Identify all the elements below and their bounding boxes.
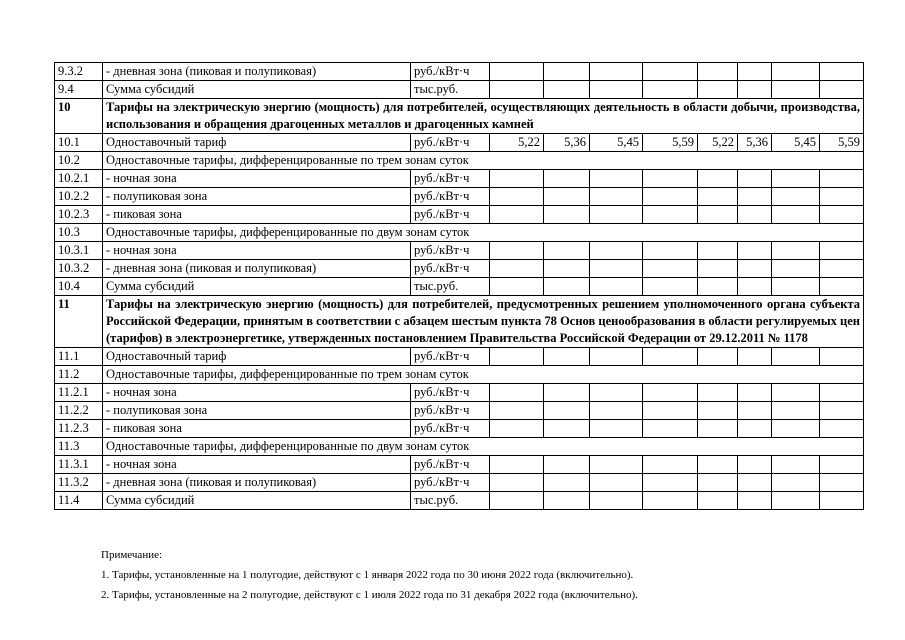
row-code: 10 <box>55 99 103 134</box>
row-unit: руб./кВт·ч <box>411 474 490 492</box>
value-cell <box>820 456 864 474</box>
value-cell <box>590 170 643 188</box>
value-cell <box>544 384 590 402</box>
value-cell <box>590 348 643 366</box>
row-code: 9.4 <box>55 81 103 99</box>
value-cell <box>820 206 864 224</box>
value-cell <box>738 278 772 296</box>
table-row <box>55 366 864 384</box>
value-cell <box>772 260 820 278</box>
table-row <box>55 242 864 260</box>
value-cell <box>738 242 772 260</box>
row-code: 11.3 <box>55 438 103 456</box>
value-cell <box>772 402 820 420</box>
row-name: Одноставочный тариф <box>103 134 411 152</box>
row-unit: тыс.руб. <box>411 81 490 99</box>
value-cell <box>643 384 698 402</box>
table-row <box>55 420 864 438</box>
value-cell <box>590 260 643 278</box>
row-unit: руб./кВт·ч <box>411 188 490 206</box>
value-cell <box>772 384 820 402</box>
tariff-table-body <box>55 63 864 510</box>
value-cell <box>643 206 698 224</box>
section-row <box>55 99 864 134</box>
value-cell <box>590 492 643 510</box>
row-unit: руб./кВт·ч <box>411 170 490 188</box>
table-row <box>55 134 864 152</box>
value-cell <box>698 384 738 402</box>
value-cell <box>490 206 544 224</box>
value-cell <box>590 188 643 206</box>
value-cell <box>490 456 544 474</box>
value-cell <box>820 170 864 188</box>
row-unit: тыс.руб. <box>411 492 490 510</box>
row-unit: руб./кВт·ч <box>411 456 490 474</box>
value-cell <box>544 492 590 510</box>
row-code: 10.3 <box>55 224 103 242</box>
notes-heading: Примечание: <box>101 549 163 561</box>
value-cell <box>590 278 643 296</box>
value-cell <box>738 170 772 188</box>
row-name: Одноставочный тариф <box>103 348 411 366</box>
notes-block <box>101 545 638 605</box>
table-row <box>55 492 864 510</box>
row-code: 10.2 <box>55 152 103 170</box>
note-item-2: 2. Тарифы, установленные на 2 полугодие, действуют с 1 июля 2022 года по 31 декабря 2022 года (включительно). <box>101 589 638 601</box>
value-cell <box>772 474 820 492</box>
row-code: 11.3.1 <box>55 456 103 474</box>
value-cell <box>698 63 738 81</box>
value-cell <box>643 402 698 420</box>
value-cell <box>590 456 643 474</box>
value-cell <box>590 420 643 438</box>
value-cell <box>643 492 698 510</box>
value-cell <box>544 348 590 366</box>
value-cell <box>698 420 738 438</box>
row-code: 11.4 <box>55 492 103 510</box>
value-cell <box>738 456 772 474</box>
row-unit: руб./кВт·ч <box>411 348 490 366</box>
value-cell <box>738 63 772 81</box>
value-cell <box>698 474 738 492</box>
table-row <box>55 438 864 456</box>
value-cell <box>643 81 698 99</box>
row-name: - ночная зона <box>103 456 411 474</box>
group-title: Одноставочные тарифы, дифференцированные по трем зонам суток <box>103 152 864 170</box>
value-cell <box>738 420 772 438</box>
row-code: 10.4 <box>55 278 103 296</box>
value-cell <box>643 278 698 296</box>
value-cell <box>643 420 698 438</box>
value-cell <box>772 242 820 260</box>
row-name: - ночная зона <box>103 170 411 188</box>
value-cell <box>738 384 772 402</box>
table-row <box>55 188 864 206</box>
value-cell <box>772 348 820 366</box>
value-cell <box>643 348 698 366</box>
value-cell <box>544 206 590 224</box>
value-cell: 5,45 <box>772 134 820 152</box>
value-cell <box>772 420 820 438</box>
group-title: Одноставочные тарифы, дифференцированные по двум зонам суток <box>103 438 864 456</box>
row-unit: тыс.руб. <box>411 278 490 296</box>
note-item-1: 1. Тарифы, установленные на 1 полугодие, действуют с 1 января 2022 года по 30 июня 2022 года (включительно). <box>101 569 634 581</box>
table-row <box>55 260 864 278</box>
row-code: 11.2.2 <box>55 402 103 420</box>
value-cell <box>820 260 864 278</box>
value-cell <box>698 348 738 366</box>
value-cell <box>772 170 820 188</box>
section-row <box>55 296 864 348</box>
value-cell <box>698 260 738 278</box>
value-cell: 5,59 <box>820 134 864 152</box>
value-cell <box>544 278 590 296</box>
value-cell <box>590 384 643 402</box>
value-cell <box>544 188 590 206</box>
value-cell <box>772 278 820 296</box>
value-cell <box>772 63 820 81</box>
value-cell <box>820 278 864 296</box>
value-cell <box>544 456 590 474</box>
table-row <box>55 348 864 366</box>
row-code: 10.2.1 <box>55 170 103 188</box>
value-cell <box>544 242 590 260</box>
tariff-table <box>54 62 864 510</box>
row-name: - дневная зона (пиковая и полупиковая) <box>103 260 411 278</box>
row-name: - ночная зона <box>103 384 411 402</box>
value-cell <box>772 206 820 224</box>
value-cell <box>820 420 864 438</box>
row-name: Сумма субсидий <box>103 278 411 296</box>
table-row <box>55 206 864 224</box>
value-cell <box>698 170 738 188</box>
value-cell <box>738 188 772 206</box>
value-cell: 5,22 <box>490 134 544 152</box>
row-name: - полупиковая зона <box>103 402 411 420</box>
row-unit: руб./кВт·ч <box>411 63 490 81</box>
value-cell <box>490 81 544 99</box>
value-cell <box>698 206 738 224</box>
row-name: Сумма субсидий <box>103 492 411 510</box>
value-cell <box>643 456 698 474</box>
value-cell <box>643 260 698 278</box>
row-code: 11.2.1 <box>55 384 103 402</box>
row-code: 11.1 <box>55 348 103 366</box>
row-unit: руб./кВт·ч <box>411 206 490 224</box>
table-row <box>55 170 864 188</box>
value-cell <box>820 402 864 420</box>
value-cell <box>698 188 738 206</box>
value-cell: 5,59 <box>643 134 698 152</box>
value-cell <box>490 260 544 278</box>
row-code: 10.2.2 <box>55 188 103 206</box>
row-name: - пиковая зона <box>103 206 411 224</box>
row-name: Сумма субсидий <box>103 81 411 99</box>
row-name: - дневная зона (пиковая и полупиковая) <box>103 63 411 81</box>
row-code: 9.3.2 <box>55 63 103 81</box>
value-cell <box>490 474 544 492</box>
row-code: 11.2 <box>55 366 103 384</box>
value-cell <box>590 63 643 81</box>
section-title: Тарифы на электрическую энергию (мощность) для потребителей, осуществляющих деятельность в области добычи, производства, использования и обращения драгоценных металлов и драгоценных камней <box>103 99 864 134</box>
value-cell <box>772 188 820 206</box>
value-cell <box>698 402 738 420</box>
value-cell <box>544 81 590 99</box>
value-cell: 5,36 <box>544 134 590 152</box>
value-cell: 5,45 <box>590 134 643 152</box>
value-cell <box>698 242 738 260</box>
value-cell <box>820 384 864 402</box>
row-name: - ночная зона <box>103 242 411 260</box>
group-title: Одноставочные тарифы, дифференцированные по двум зонам суток <box>103 224 864 242</box>
table-row <box>55 474 864 492</box>
value-cell <box>820 188 864 206</box>
table-row <box>55 224 864 242</box>
row-unit: руб./кВт·ч <box>411 402 490 420</box>
table-row <box>55 81 864 99</box>
value-cell <box>590 242 643 260</box>
value-cell <box>698 456 738 474</box>
value-cell <box>544 170 590 188</box>
value-cell <box>590 402 643 420</box>
group-title: Одноставочные тарифы, дифференцированные по трем зонам суток <box>103 366 864 384</box>
value-cell <box>738 81 772 99</box>
value-cell <box>772 81 820 99</box>
value-cell <box>490 420 544 438</box>
value-cell <box>820 474 864 492</box>
value-cell <box>772 492 820 510</box>
value-cell <box>820 242 864 260</box>
value-cell <box>738 474 772 492</box>
value-cell <box>490 278 544 296</box>
value-cell <box>738 348 772 366</box>
value-cell <box>643 170 698 188</box>
value-cell <box>590 474 643 492</box>
value-cell <box>738 260 772 278</box>
value-cell <box>490 188 544 206</box>
row-unit: руб./кВт·ч <box>411 420 490 438</box>
row-name: - полупиковая зона <box>103 188 411 206</box>
value-cell <box>490 242 544 260</box>
value-cell <box>490 384 544 402</box>
row-name: - дневная зона (пиковая и полупиковая) <box>103 474 411 492</box>
value-cell: 5,22 <box>698 134 738 152</box>
value-cell <box>738 402 772 420</box>
row-name: - пиковая зона <box>103 420 411 438</box>
value-cell <box>490 402 544 420</box>
value-cell <box>490 348 544 366</box>
value-cell <box>772 456 820 474</box>
value-cell <box>643 242 698 260</box>
table-row <box>55 278 864 296</box>
row-code: 11.3.2 <box>55 474 103 492</box>
table-row <box>55 384 864 402</box>
value-cell <box>544 402 590 420</box>
value-cell <box>820 492 864 510</box>
value-cell: 5,36 <box>738 134 772 152</box>
value-cell <box>738 492 772 510</box>
table-row <box>55 402 864 420</box>
section-title: Тарифы на электрическую энергию (мощность) для потребителей, предусмотренных решением уполномоченного органа субъекта Российской Федерации, принятым в соответствии с абзацем шестым пункта 78 Основ ценообразования в области регулируемых цен (тарифов) в электроэнергетике, утвержденных постановлением Правительства Российской Федерации от 29.12.2011 № 1178 <box>103 296 864 348</box>
value-cell <box>490 63 544 81</box>
row-unit: руб./кВт·ч <box>411 260 490 278</box>
table-row <box>55 63 864 81</box>
row-code: 10.2.3 <box>55 206 103 224</box>
row-unit: руб./кВт·ч <box>411 384 490 402</box>
value-cell <box>698 492 738 510</box>
row-unit: руб./кВт·ч <box>411 134 490 152</box>
table-row <box>55 456 864 474</box>
value-cell <box>490 492 544 510</box>
value-cell <box>820 81 864 99</box>
row-code: 11 <box>55 296 103 348</box>
value-cell <box>544 474 590 492</box>
row-code: 10.3.1 <box>55 242 103 260</box>
value-cell <box>643 474 698 492</box>
value-cell <box>590 206 643 224</box>
value-cell <box>698 81 738 99</box>
value-cell <box>544 260 590 278</box>
value-cell <box>738 206 772 224</box>
row-code: 10.1 <box>55 134 103 152</box>
value-cell <box>544 420 590 438</box>
value-cell <box>698 278 738 296</box>
row-code: 10.3.2 <box>55 260 103 278</box>
value-cell <box>643 63 698 81</box>
value-cell <box>643 188 698 206</box>
row-unit: руб./кВт·ч <box>411 242 490 260</box>
value-cell <box>590 81 643 99</box>
value-cell <box>544 63 590 81</box>
value-cell <box>820 348 864 366</box>
row-code: 11.2.3 <box>55 420 103 438</box>
value-cell <box>490 170 544 188</box>
value-cell <box>820 63 864 81</box>
table-row <box>55 152 864 170</box>
